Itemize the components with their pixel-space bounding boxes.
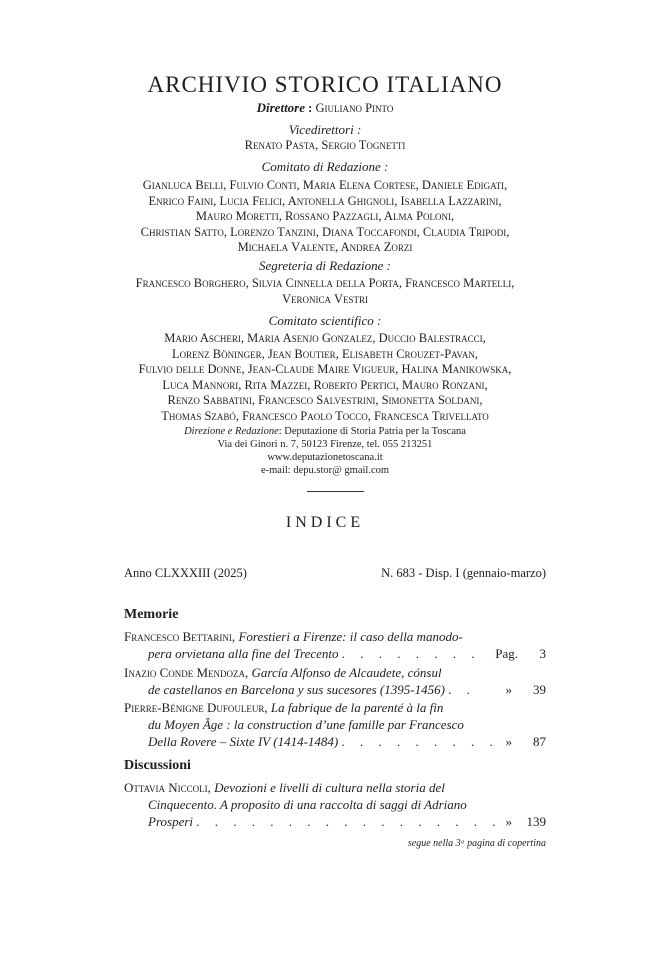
toc-entry xyxy=(124,779,546,830)
names-line: Gianluca Belli, Fulvio Conti, Maria Elena Cortese, Daniele Edigati, xyxy=(142,178,508,192)
page-label: » xyxy=(505,734,512,749)
direttore-line: Direttore : Giuliano Pinto xyxy=(256,100,394,115)
names-line: Christian Satto, Lorenzo Tanzini, Diana Toccafondi, Claudia Tripodi, xyxy=(140,224,510,239)
address-block xyxy=(0,425,650,477)
page-label: » xyxy=(505,682,512,697)
entry-title-line: pera orvietana alla fine del Trecento xyxy=(148,646,339,661)
names-line: Renzo Sabbatini, Francesco Salvestrini, Simonetta Soldani, xyxy=(167,393,483,407)
names-line: Fulvio delle Donne, Jean-Claude Maire Vigueur, Halina Manikowska, xyxy=(138,362,512,376)
names-line: Mauro Moretti, Rossano Pazzagli, Alma Poloni, xyxy=(195,209,455,223)
toc-entry xyxy=(124,664,546,698)
journal-title: ARCHIVIO STORICO ITALIANO xyxy=(147,72,503,97)
leader-dots: . . . . . . . . . xyxy=(341,734,499,749)
entry-title-line: Forestieri a Firenze: il caso della manodo- xyxy=(238,629,463,644)
entry-title-line: Prosperi xyxy=(148,814,194,829)
entry-title-line: Devozioni e livelli di cultura nella storia del xyxy=(214,780,445,795)
comitato-scientifico-label: Comitato scientifico : xyxy=(268,313,382,328)
divider-rule xyxy=(307,491,364,492)
address-label: Direzione e Redazione xyxy=(184,426,279,437)
page-number: 3 xyxy=(539,646,546,661)
toc-entry xyxy=(124,628,546,662)
direttore-name: Giuliano Pinto xyxy=(315,101,394,115)
page-number: 39 xyxy=(533,682,546,697)
leader-dots: . . . . . . . . xyxy=(341,646,481,661)
names-line: Lorenz Böninger, Jean Boutier, Elisabeth Crouzet-Pavan, xyxy=(172,346,478,361)
entry-title-line: García Alfonso de Alcaudete, cónsul xyxy=(251,665,442,680)
toc-entry xyxy=(124,699,546,750)
direttore-label: Direttore xyxy=(256,100,306,115)
entry-title-line: La fabrique de la parenté à la fin xyxy=(270,700,444,715)
entry-title-line: du Moyen Âge : la construction d’une famille par Francesco xyxy=(148,717,464,732)
names-line: Luca Mannori, Rita Mazzei, Roberto Pertici, Mauro Ronzani, xyxy=(162,377,488,392)
website: www.deputazionetoscana.it xyxy=(267,452,383,463)
address-line2: Via dei Ginori n. 7, 50123 Firenze, tel. 055 213251 xyxy=(217,439,433,450)
entry-author: Pierre-Bénigne Dufouleur, xyxy=(124,700,268,715)
page-number: 139 xyxy=(526,814,546,829)
comitato-redazione-names xyxy=(0,178,650,256)
entry-title-line: Cinquecento. A proposito di una raccolta di saggi di Adriano xyxy=(148,797,467,812)
entry-author: Ottavia Niccoli, xyxy=(124,780,211,795)
leader-dots: . . xyxy=(448,682,476,697)
entry-author: Inazio Conde Mendoza, xyxy=(124,665,249,680)
numero: N. 683 - Disp. I (gennaio-marzo) xyxy=(381,566,546,580)
names-line: Veronica Vestri xyxy=(282,291,368,306)
comitato-scientifico-names xyxy=(0,331,650,424)
names-line: Michaela Valente, Andrea Zorzi xyxy=(237,240,413,254)
entry-title-line: de castellanos en Barcelona y sus sucesores (1395-1456) xyxy=(148,682,445,697)
entry-author: Francesco Bettarini, xyxy=(124,629,236,644)
entry-title-line: Della Rovere – Sixte IV (1414-1484) xyxy=(148,734,339,749)
section-heading-memorie: Memorie xyxy=(124,607,179,622)
comitato-redazione-label: Comitato di Redazione : xyxy=(261,159,389,174)
issue-info xyxy=(124,566,546,581)
vicedirettori-label: Vicedirettori : xyxy=(288,122,362,137)
anno: Anno CLXXXIII (2025) xyxy=(124,566,247,580)
names-line: Thomas Szabó, Francesco Paolo Tocco, Francesca Trivellato xyxy=(161,408,489,423)
page-label: Pag. xyxy=(495,646,518,661)
email: e-mail: depu.stor@ gmail.com xyxy=(260,465,390,476)
page-label: » xyxy=(505,814,512,829)
continuation-note: segue nella 3ᵃ pagina di copertina xyxy=(407,838,546,849)
segreteria-label: Segreteria di Redazione : xyxy=(258,258,391,273)
section-heading-discussioni: Discussioni xyxy=(124,758,191,773)
segreteria-names xyxy=(0,276,650,307)
address-line1: : Deputazione di Storia Patria per la Toscana xyxy=(278,426,466,437)
leader-dots: . . . . . . . . . . . . . . . . . xyxy=(196,814,502,829)
names-line: Mario Ascheri, Maria Asenjo Gonzalez, Duccio Balestracci, xyxy=(164,331,486,345)
names-line: Francesco Borghero, Silvia Cinnella della Porta, Francesco Martelli, xyxy=(135,276,515,290)
page-number: 87 xyxy=(533,734,546,749)
vicedirettori-names: Renato Pasta, Sergio Tognetti xyxy=(244,138,406,152)
indice-title: INDICE xyxy=(285,514,365,531)
names-line: Enrico Faini, Lucia Felici, Antonella Ghignoli, Isabella Lazzarini, xyxy=(148,193,502,208)
